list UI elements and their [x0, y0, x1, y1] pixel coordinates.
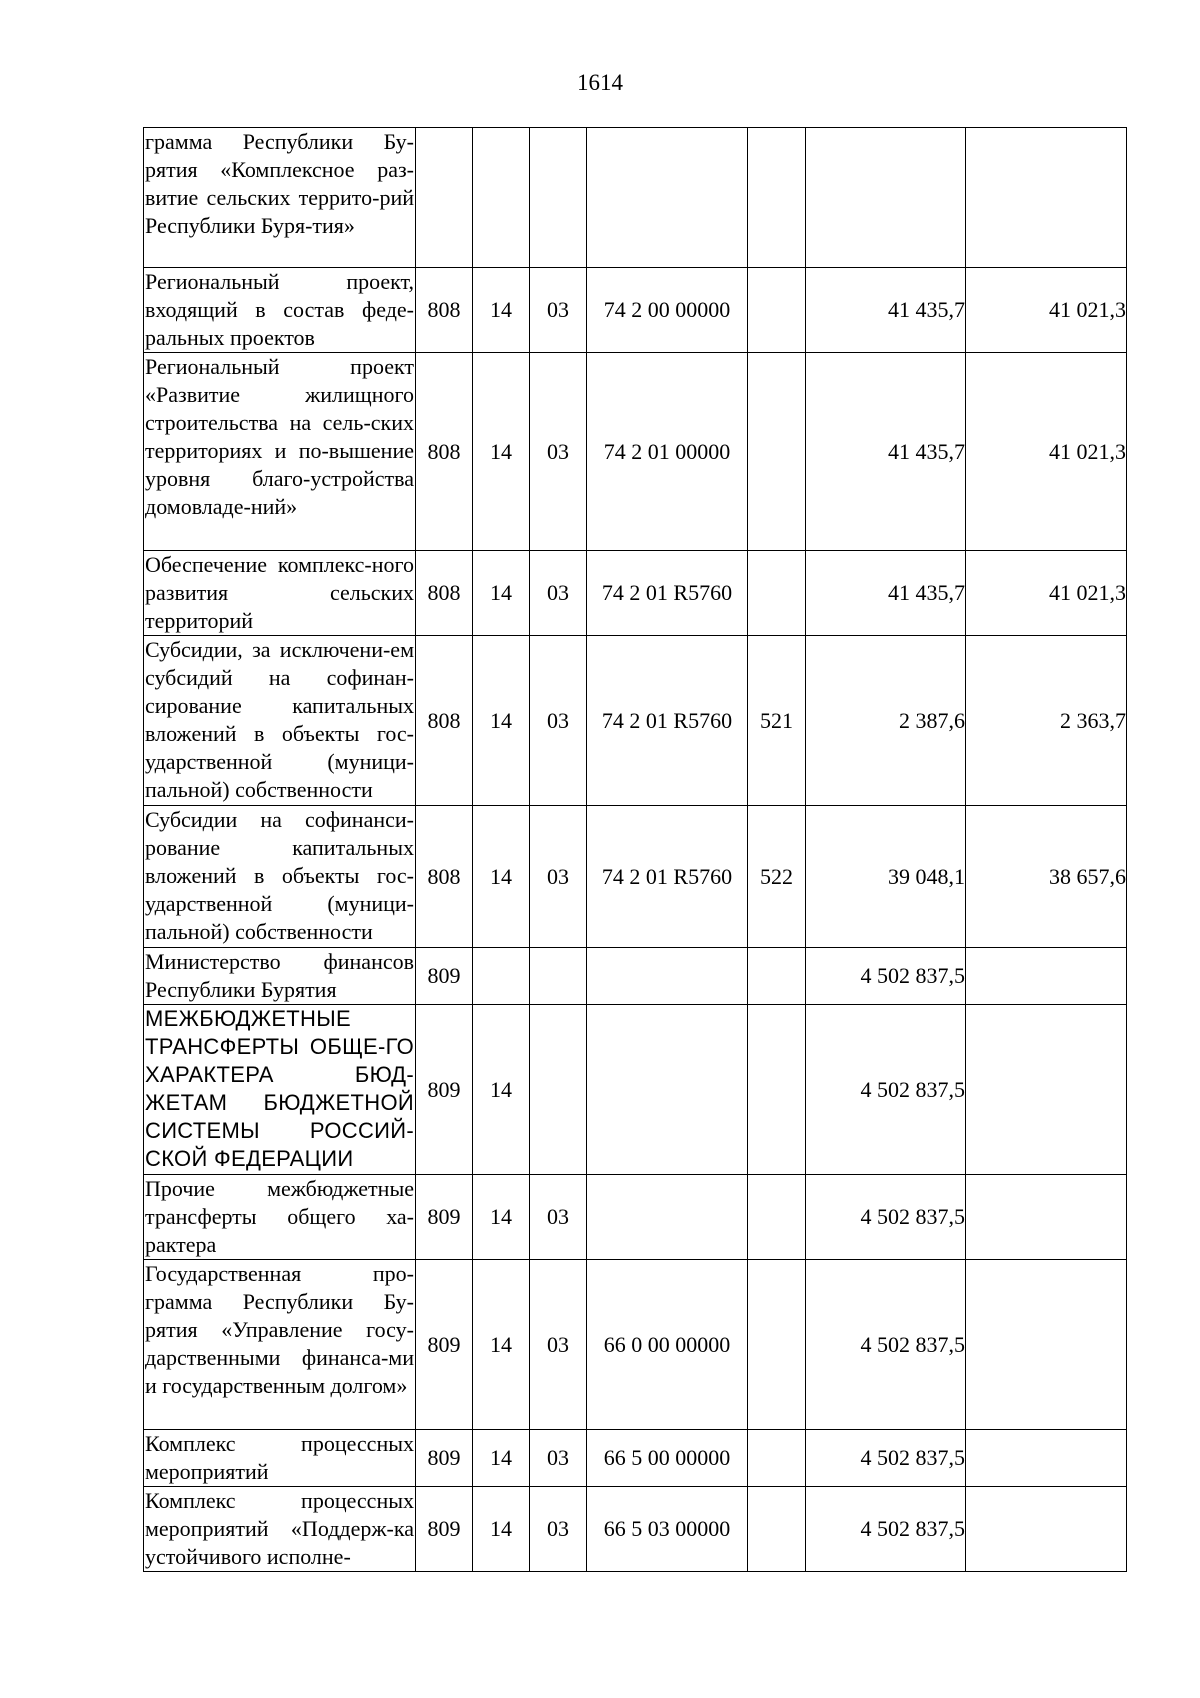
table-row [144, 948, 1127, 1005]
pr-cell [530, 128, 587, 268]
rz-cell: 14 [473, 551, 530, 636]
pr-cell: 03 [530, 636, 587, 806]
csr-cell [587, 128, 748, 268]
csr-cell: 74 2 01 R5760 [587, 551, 748, 636]
ved-cell: 809 [416, 948, 473, 1005]
vr-cell [748, 1260, 806, 1430]
ved-cell: 808 [416, 353, 473, 551]
table-row [144, 128, 1127, 268]
rz-cell: 14 [473, 353, 530, 551]
sum2-cell [966, 1175, 1127, 1260]
sum2-cell [966, 128, 1127, 268]
vr-cell [748, 128, 806, 268]
sum1-cell: 4 502 837,5 [806, 948, 966, 1005]
vr-cell [748, 1005, 806, 1175]
csr-cell [587, 1005, 748, 1175]
pr-cell: 03 [530, 353, 587, 551]
pr-cell [530, 1005, 587, 1175]
vr-cell [748, 948, 806, 1005]
sum2-cell [966, 948, 1127, 1005]
sum2-cell: 41 021,3 [966, 268, 1127, 353]
vr-cell: 521 [748, 636, 806, 806]
ved-cell: 809 [416, 1005, 473, 1175]
rz-cell: 14 [473, 1175, 530, 1260]
row-name-cell: Прочие межбюджетные трансферты общего ха-рактера [144, 1175, 416, 1260]
rz-cell: 14 [473, 1430, 530, 1487]
ved-cell: 809 [416, 1430, 473, 1487]
sum2-cell [966, 1430, 1127, 1487]
rz-cell: 14 [473, 1487, 530, 1572]
table-row [144, 1260, 1127, 1430]
row-name-cell: Комплекс процессных мероприятий [144, 1430, 416, 1487]
row-name-cell: Министерство финансов Республики Бурятия [144, 948, 416, 1005]
sum1-cell: 41 435,7 [806, 353, 966, 551]
sum1-cell: 4 502 837,5 [806, 1260, 966, 1430]
row-name-cell: Субсидии на софинанси-рование капитальных вложений в объекты гос-ударственной (муници-пальной) собственности [144, 806, 416, 948]
table-row [144, 636, 1127, 806]
pr-cell: 03 [530, 1430, 587, 1487]
row-name-cell: Комплекс процессных мероприятий «Поддерж-ка устойчивого исполне- [144, 1487, 416, 1572]
row-name-cell: Региональный проект, входящий в состав феде-ральных проектов [144, 268, 416, 353]
sum2-cell [966, 1487, 1127, 1572]
sum1-cell: 39 048,1 [806, 806, 966, 948]
row-name-cell: Государственная про-грамма Республики Бу-рятия «Управление госу-дарственными финанса-ми и государственным долгом» [144, 1260, 416, 1430]
vr-cell [748, 1487, 806, 1572]
sum1-cell: 4 502 837,5 [806, 1005, 966, 1175]
sum1-cell: 2 387,6 [806, 636, 966, 806]
pr-cell: 03 [530, 1487, 587, 1572]
table-row [144, 551, 1127, 636]
ved-cell [416, 128, 473, 268]
ved-cell: 808 [416, 551, 473, 636]
table-row [144, 1005, 1127, 1175]
ved-cell: 809 [416, 1487, 473, 1572]
vr-cell [748, 1430, 806, 1487]
csr-cell: 74 2 01 R5760 [587, 636, 748, 806]
sum2-cell: 2 363,7 [966, 636, 1127, 806]
sum2-cell [966, 1260, 1127, 1430]
sum1-cell [806, 128, 966, 268]
pr-cell: 03 [530, 551, 587, 636]
rz-cell [473, 948, 530, 1005]
row-name-cell: Обеспечение комплекс-ного развития сельских территорий [144, 551, 416, 636]
ved-cell: 809 [416, 1175, 473, 1260]
ved-cell: 808 [416, 268, 473, 353]
sum1-cell: 4 502 837,5 [806, 1175, 966, 1260]
sum2-cell: 38 657,6 [966, 806, 1127, 948]
table-row [144, 1487, 1127, 1572]
pr-cell: 03 [530, 268, 587, 353]
table-row [144, 1175, 1127, 1260]
vr-cell [748, 353, 806, 551]
row-name-cell: грамма Республики Бу-рятия «Комплексное раз-витие сельских террито-рий Республики Буря-тия» [144, 128, 416, 268]
csr-cell: 74 2 01 00000 [587, 353, 748, 551]
sum1-cell: 41 435,7 [806, 268, 966, 353]
sum2-cell [966, 1005, 1127, 1175]
rz-cell: 14 [473, 636, 530, 806]
rz-cell: 14 [473, 1260, 530, 1430]
pr-cell: 03 [530, 806, 587, 948]
ved-cell: 808 [416, 636, 473, 806]
ved-cell: 809 [416, 1260, 473, 1430]
table-row [144, 806, 1127, 948]
table-row [144, 268, 1127, 353]
ved-cell: 808 [416, 806, 473, 948]
row-name-cell: МЕЖБЮДЖЕТНЫЕ ТРАНСФЕРТЫ ОБЩЕ-ГО ХАРАКТЕРА БЮД-ЖЕТАМ БЮДЖЕТНОЙ СИСТЕМЫ РОССИЙ-СКОЙ ФЕДЕРАЦИИ [144, 1005, 416, 1175]
pr-cell: 03 [530, 1175, 587, 1260]
rz-cell [473, 128, 530, 268]
csr-cell: 74 2 00 00000 [587, 268, 748, 353]
csr-cell: 66 0 00 00000 [587, 1260, 748, 1430]
row-name-cell: Региональный проект «Развитие жилищного строительства на сель-ских территориях и по-вышение уровня благо-устройства домовладе-ний» [144, 353, 416, 551]
row-name-cell: Субсидии, за исключени-ем субсидий на софинан-сирование капитальных вложений в объекты гос-ударственной (муници-пальной) собственности [144, 636, 416, 806]
budget-table [143, 127, 1127, 1572]
vr-cell [748, 268, 806, 353]
sum1-cell: 4 502 837,5 [806, 1430, 966, 1487]
table-row [144, 1430, 1127, 1487]
csr-cell: 66 5 00 00000 [587, 1430, 748, 1487]
pr-cell: 03 [530, 1260, 587, 1430]
vr-cell [748, 1175, 806, 1260]
rz-cell: 14 [473, 1005, 530, 1175]
csr-cell [587, 1175, 748, 1260]
sum1-cell: 4 502 837,5 [806, 1487, 966, 1572]
pr-cell [530, 948, 587, 1005]
table-row [144, 353, 1127, 551]
vr-cell: 522 [748, 806, 806, 948]
csr-cell [587, 948, 748, 1005]
sum2-cell: 41 021,3 [966, 353, 1127, 551]
csr-cell: 74 2 01 R5760 [587, 806, 748, 948]
sum1-cell: 41 435,7 [806, 551, 966, 636]
vr-cell [748, 551, 806, 636]
sum2-cell: 41 021,3 [966, 551, 1127, 636]
rz-cell: 14 [473, 806, 530, 948]
csr-cell: 66 5 03 00000 [587, 1487, 748, 1572]
page-number: 1614 [577, 70, 623, 95]
rz-cell: 14 [473, 268, 530, 353]
